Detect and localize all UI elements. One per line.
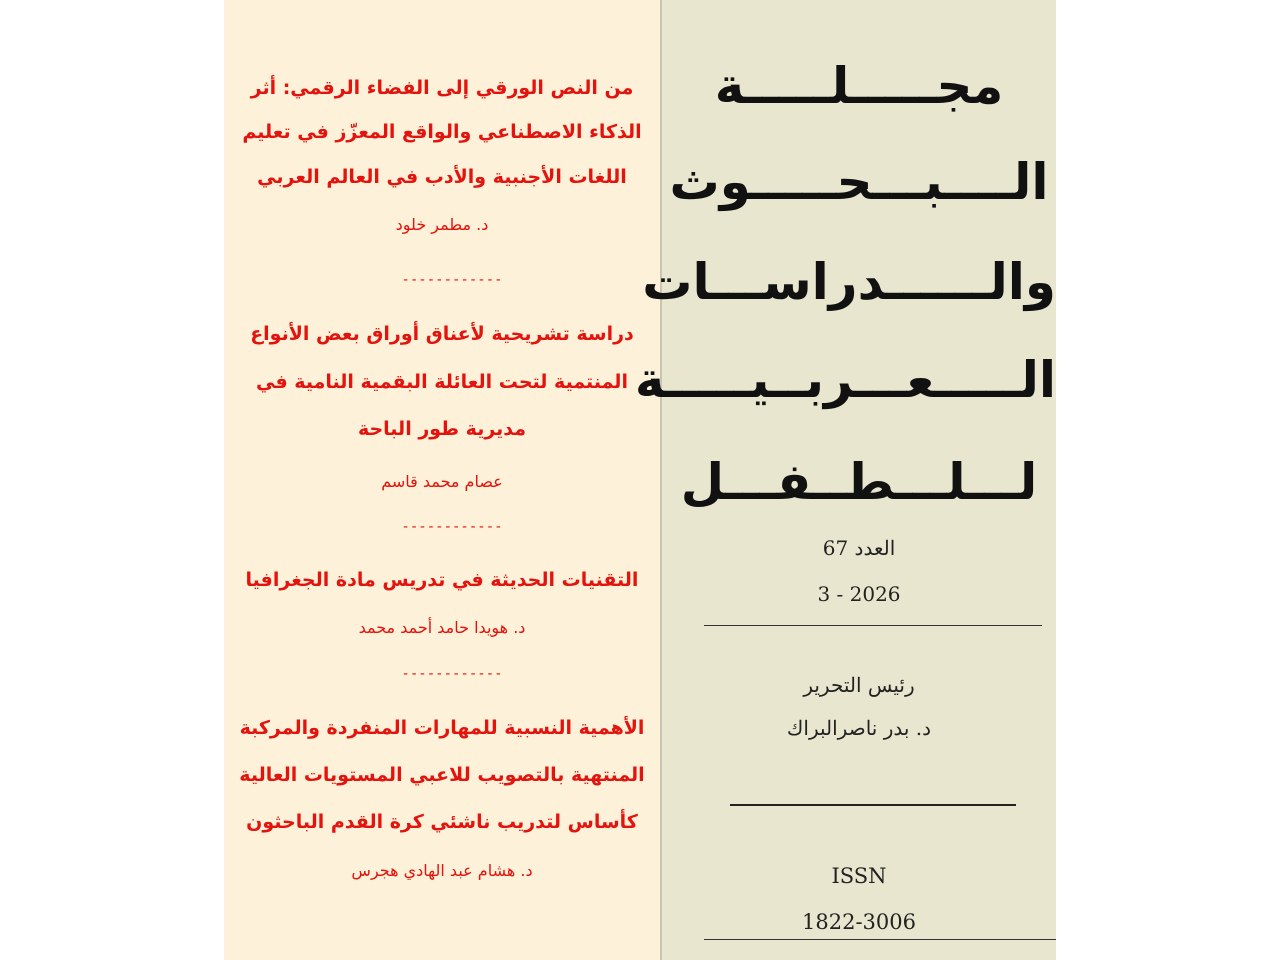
masthead-line-1: مجـــــلـــــة bbox=[714, 57, 1004, 115]
masthead-line-3: والــــــدراســـات bbox=[642, 253, 1056, 311]
article-4-title-line-1: الأهمية النسبية للمهارات المنفردة والمركبة bbox=[239, 717, 645, 739]
article-4-title-line-2: المنتهية بالتصويب للاعبي المستويات العالية bbox=[239, 764, 645, 786]
article-3-author: د. هويدا حامد أحمد محمد bbox=[358, 618, 526, 637]
masthead-panel bbox=[634, 0, 1056, 960]
issue-date: 3 - 2026 bbox=[817, 582, 901, 606]
article-3-title-line-1: التقنيات الحديثة في تدريس مادة الجغرافيا bbox=[245, 569, 639, 591]
article-2-title-line-1: دراسة تشريحية لأعناق أوراق بعض الأنواع bbox=[250, 323, 634, 345]
article-1-title-line-1: من النص الورقي إلى الفضاء الرقمي: أثر bbox=[250, 77, 634, 99]
article-2-author: عصام محمد قاسم bbox=[381, 472, 503, 491]
contents-panel bbox=[224, 0, 660, 960]
article-separator: ------------ bbox=[401, 666, 503, 682]
article-separator: ------------ bbox=[401, 519, 503, 535]
masthead-line-4: الـــــعـــربــيـــــة bbox=[634, 351, 1056, 409]
rule-bottom bbox=[704, 939, 1056, 940]
issn-label: ISSN bbox=[831, 864, 887, 888]
issn-number: 1822-3006 bbox=[802, 910, 916, 934]
masthead-line-5: لـــلـــطــفـــل bbox=[680, 453, 1038, 511]
article-separator: ------------ bbox=[401, 272, 503, 288]
editor-in-chief-name: د. بدر ناصرالبراك bbox=[786, 716, 932, 740]
article-4-author: د. هشام عبد الهادي هجرس bbox=[351, 861, 533, 880]
article-4-title-line-3: كأساس لتدريب ناشئي كرة القدم الباحثون bbox=[246, 811, 638, 833]
issue-number: العدد 67 bbox=[822, 536, 896, 560]
editor-in-chief-label: رئيس التحرير bbox=[803, 673, 915, 697]
article-1-author: د. مطمر خلود bbox=[395, 215, 489, 234]
article-1-title-line-2: الذكاء الاصطناعي والواقع المعزّز في تعليم bbox=[242, 121, 642, 143]
masthead-line-2: الــــبـــحـــــوث bbox=[669, 153, 1049, 211]
rule-after-issue bbox=[704, 625, 1042, 626]
article-2-title-line-3: مديرية طور الباحة bbox=[357, 418, 527, 440]
rule-after-editor bbox=[730, 804, 1016, 806]
article-2-title-line-2: المنتمية لتحت العائلة البقمية النامية في bbox=[256, 371, 628, 393]
article-1-title-line-3: اللغات الأجنبية والأدب في العالم العربي bbox=[257, 166, 627, 188]
